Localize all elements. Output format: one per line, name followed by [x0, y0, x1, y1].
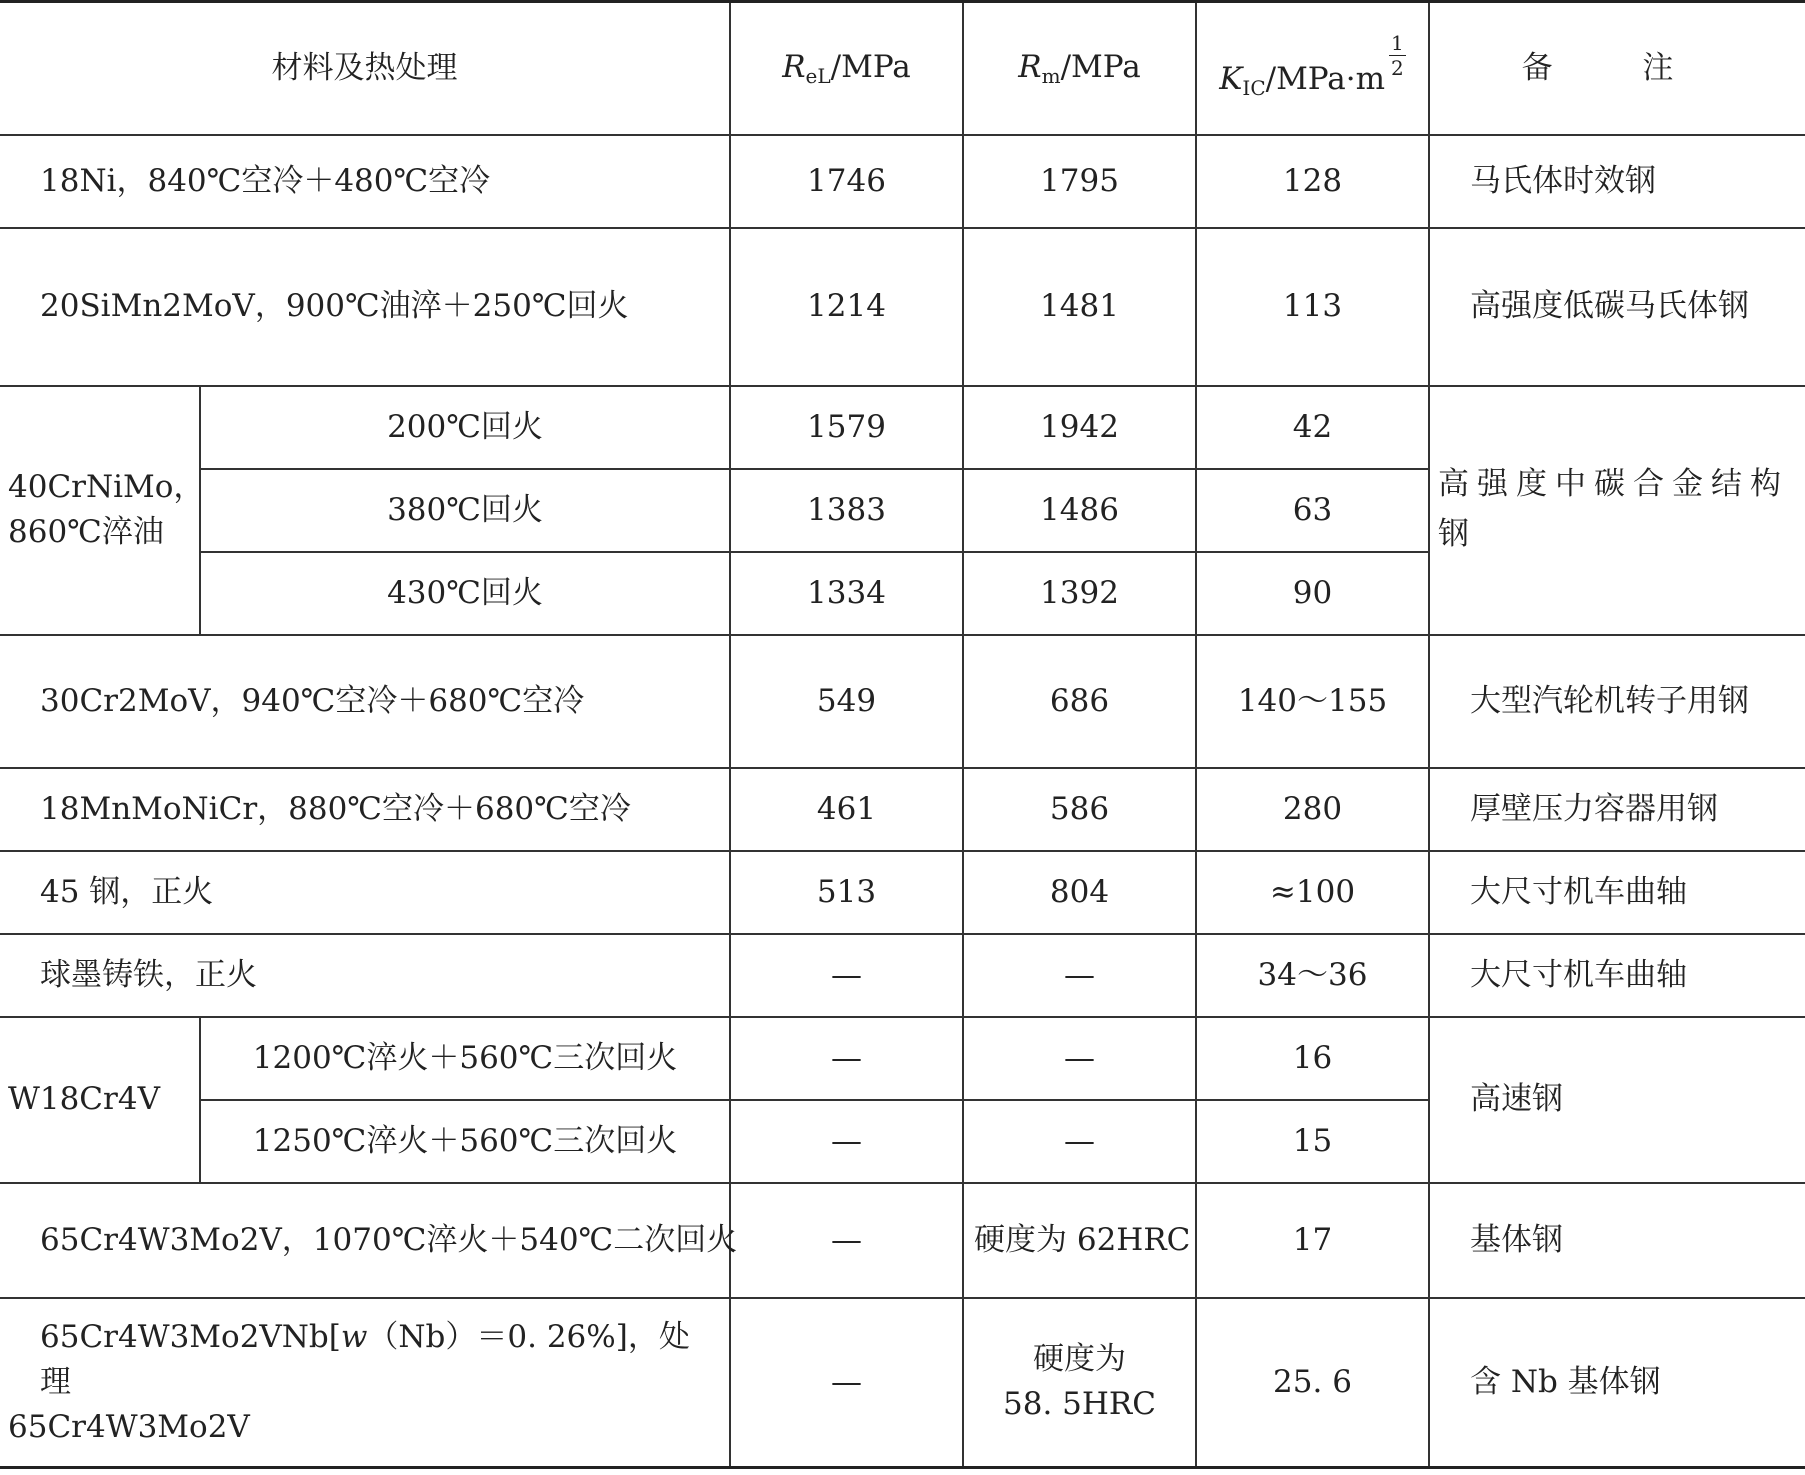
rel-cell: 1383: [730, 469, 963, 552]
table-row: [0, 1183, 1805, 1298]
kic-cell: 113: [1196, 228, 1429, 386]
rel-cell: —: [730, 934, 963, 1017]
kic-cell: 90: [1196, 552, 1429, 635]
kic-cell: 128: [1196, 135, 1429, 228]
note-cell: 大尺寸机车曲轴: [1429, 934, 1805, 1017]
rm-cell: 804: [963, 851, 1196, 934]
material-cell: 20SiMn2MoV，900℃油淬＋250℃回火: [0, 228, 730, 386]
rm-cell: 1942: [963, 386, 1196, 469]
material-cell: 45 钢，正火: [0, 851, 730, 934]
material-cell: 65Cr4W3Mo2VNb[w（Nb）＝0. 26%]，处理 65Cr4W3Mo2V: [0, 1298, 730, 1468]
kic-cell: 17: [1196, 1183, 1429, 1298]
rel-cell: 1746: [730, 135, 963, 228]
rel-cell: 549: [730, 635, 963, 768]
rm-cell: —: [963, 934, 1196, 1017]
treatment-cell: 380℃回火: [200, 469, 730, 552]
rel-cell: 461: [730, 768, 963, 851]
table-row: [0, 386, 1805, 469]
material-cell: 30Cr2MoV，940℃空冷＋680℃空冷: [0, 635, 730, 768]
note-cell: 马氏体时效钢: [1429, 135, 1805, 228]
material-cell: 18MnMoNiCr，880℃空冷＋680℃空冷: [0, 768, 730, 851]
table-row: [0, 1017, 1805, 1100]
note-cell: 高强度低碳马氏体钢: [1429, 228, 1805, 386]
header-material: 材料及热处理: [0, 2, 730, 135]
header-rel: $R_{eL}$/MPa: [730, 2, 963, 135]
kic-cell: 15: [1196, 1100, 1429, 1183]
kic-cell: 63: [1196, 469, 1429, 552]
treatment-cell: 200℃回火: [200, 386, 730, 469]
material-group-cell: 40CrNiMo，860℃淬油: [0, 386, 200, 635]
kic-cell: 140～155: [1196, 635, 1429, 768]
rm-cell: 1795: [963, 135, 1196, 228]
kic-cell: 25. 6: [1196, 1298, 1429, 1468]
treatment-cell: 1200℃淬火＋560℃三次回火: [200, 1017, 730, 1100]
table-row: [0, 135, 1805, 228]
rm-cell: 硬度为 62HRC: [963, 1183, 1196, 1298]
header-rm: $R_m$/MPa: [963, 2, 1196, 135]
rm-cell: —: [963, 1100, 1196, 1183]
rm-cell: —: [963, 1017, 1196, 1100]
table-row: [0, 635, 1805, 768]
note-cell: 含 Nb 基体钢: [1429, 1298, 1805, 1468]
rel-cell: 1214: [730, 228, 963, 386]
material-cell: 球墨铸铁，正火: [0, 934, 730, 1017]
note-cell: 厚壁压力容器用钢: [1429, 768, 1805, 851]
kic-cell: 280: [1196, 768, 1429, 851]
kic-cell: 34～36: [1196, 934, 1429, 1017]
treatment-cell: 1250℃淬火＋560℃三次回火: [200, 1100, 730, 1183]
table-row: [0, 851, 1805, 934]
treatment-cell: 430℃回火: [200, 552, 730, 635]
note-cell: 基体钢: [1429, 1183, 1805, 1298]
header-note: 备 注: [1429, 2, 1805, 135]
kic-cell: ≈100: [1196, 851, 1429, 934]
header-kic: $K_{IC}/MPa\cdot m$ $\frac{1}{2}$: [1196, 2, 1429, 135]
header-row: [0, 2, 1805, 135]
rel-cell: —: [730, 1100, 963, 1183]
kic-cell: 42: [1196, 386, 1429, 469]
rel-cell: —: [730, 1298, 963, 1468]
material-cell: 18Ni，840℃空冷＋480℃空冷: [0, 135, 730, 228]
rm-cell: 硬度为 58. 5HRC: [963, 1298, 1196, 1468]
note-cell: 大型汽轮机转子用钢: [1429, 635, 1805, 768]
rel-cell: —: [730, 1183, 963, 1298]
table-row: [0, 768, 1805, 851]
rm-cell: 686: [963, 635, 1196, 768]
rel-cell: 513: [730, 851, 963, 934]
rel-cell: 1579: [730, 386, 963, 469]
material-group-cell: W18Cr4V: [0, 1017, 200, 1183]
table-row: [0, 934, 1805, 1017]
material-cell: 65Cr4W3Mo2V，1070℃淬火＋540℃二次回火: [0, 1183, 730, 1298]
rm-cell: 1392: [963, 552, 1196, 635]
rm-cell: 586: [963, 768, 1196, 851]
kic-cell: 16: [1196, 1017, 1429, 1100]
table-row: [0, 228, 1805, 386]
rm-cell: 1481: [963, 228, 1196, 386]
rel-cell: —: [730, 1017, 963, 1100]
exponent-fraction: $\frac{1}{2}$: [1391, 31, 1404, 81]
rm-cell: 1486: [963, 469, 1196, 552]
note-cell: 大尺寸机车曲轴: [1429, 851, 1805, 934]
note-group-cell: 高速钢: [1429, 1017, 1805, 1183]
note-group-cell: 高强度中碳合金结构钢: [1429, 386, 1805, 635]
table-row: [0, 1298, 1805, 1468]
rel-cell: 1334: [730, 552, 963, 635]
